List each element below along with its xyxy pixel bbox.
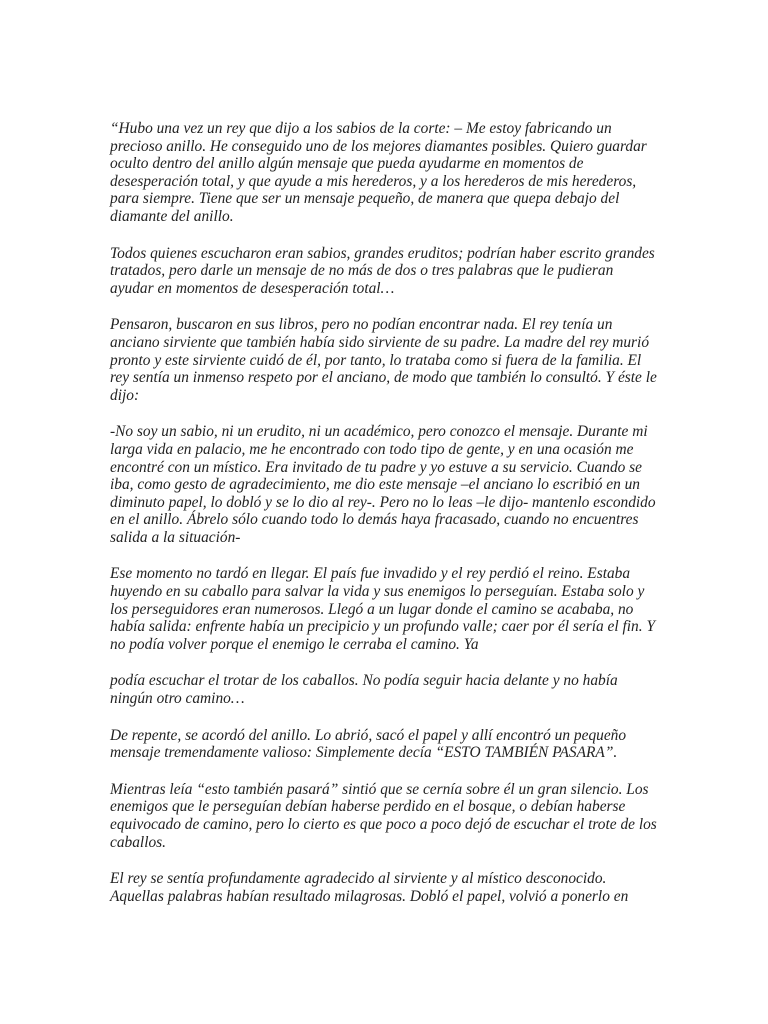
paragraph-8: Mientras leía “esto también pasará” sintió que se cernía sobre él un gran silencio. Los enemigos que le perseguían debían haberse perdido en el bosque, o debían haberse equivocado de camino, pero lo cierto es que poco a poco dejó de escuchar el trote de los caballos. [110, 780, 657, 851]
paragraph-4: -No soy un sabio, ni un erudito, ni un académico, pero conozco el mensaje. Durante mi larga vida en palacio, me he encontrado con todo tipo de gente, y en una ocasión me encontré con un místico. Era invitado de tu padre y yo estuve a su servicio. Cuando se iba, como gesto de agradecimiento, me dio este mensaje –el anciano lo escribió en un diminuto papel, lo dobló y se lo dio al rey-. Pero no lo leas –le dijo- mantenlo escondido en el anillo. Ábrelo sólo cuando todo lo demás haya fracasado, cuando no encuentres salida a la situación- [110, 423, 656, 546]
paragraph-2: Todos quienes escucharon eran sabios, grandes eruditos; podrían haber escrito grandes tratados, pero darle un mensaje de no más de dos o tres palabras que le pudieran ayudar en momentos de desesperación total… [110, 244, 655, 297]
paragraph-5: Ese momento no tardó en llegar. El país fue invadido y el rey perdió el reino. Estaba huyendo en su caballo para salvar la vida y sus enemigos lo perseguían. Estaba solo y los perseguidores eran numerosos. Llegó a un lugar donde el camino se acababa, no había salida: enfrente había un precipicio y un profundo valle; caer por él sería el fin. Y no podía volver porque el enemigo le cerraba el camino. Ya [110, 565, 655, 653]
paragraph-3: Pensaron, buscaron en sus libros, pero no podían encontrar nada. El rey tenía un anciano sirviente que también había sido sirviente de su padre. La madre del rey murió pronto y este sirviente cuidó de él, por tanto, lo trataba como si fuera de la familia. El rey sentía un inmenso respeto por el anciano, de modo que también lo consultó. Y éste le dijo: [110, 316, 657, 404]
document-page [110, 120, 658, 924]
paragraph-1: “Hubo una vez un rey que dijo a los sabios de la corte: – Me estoy fabricando un precioso anillo. He conseguido uno de los mejores diamantes posibles. Quiero guardar oculto dentro del anillo algún mensaje que pueda ayudarme en momentos de desesperación total, y que ayude a mis herederos, y a los herederos de mis herederos, para siempre. Tiene que ser un mensaje pequeño, de manera que quepa debajo del diamante del anillo. [110, 120, 647, 225]
paragraph-6: podía escuchar el trotar de los caballos. No podía seguir hacia delante y no había ningún otro camino… [110, 672, 618, 708]
paragraph-9: El rey se sentía profundamente agradecido al sirviente y al místico desconocido. Aquellas palabras habían resultado milagrosas. Dobló el papel, volvió a ponerlo en [110, 870, 629, 905]
paragraph-7: De repente, se acordó del anillo. Lo abrió, sacó el papel y allí encontró un pequeño mensaje tremendamente valioso: Simplemente decía “ESTO TAMBIÉN PASARA”. [110, 726, 627, 762]
